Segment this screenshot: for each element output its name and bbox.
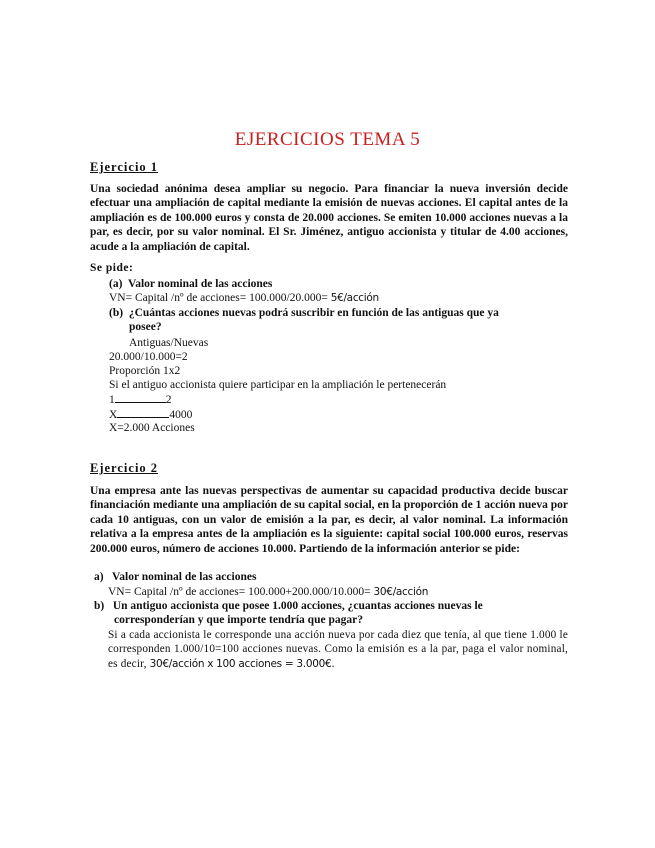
exercise-1-se-pide: Se pide: [90,262,134,274]
question-b-line2: posee? [129,321,162,333]
question-a-text: Valor nominal de las acciones [112,571,257,583]
question-b-line1: Un antiguo accionista que posee 1.000 acciones, ¿cuantas acciones nuevas le [112,600,483,612]
question-a-label: (a) [109,278,123,290]
exercise-2-statement: Una empresa ante las nuevas perspectivas de aumentar su capacidad productiva decide buscar financiación mediante una ampliación de su capital social, en la proporción de 1 acción nueva por cada 10 antiguas, con un valor de emisión a la par, es decir, al valor nominal. La información relativa a la empresa antes de la ampliación es la siguiente: capital social 100.000 euros, reservas 200.000 euros, número de acciones 10.000. Partiendo de la información anterior se pide: [90,485,568,555]
answer-a-formula: VN= Capital /nº de acciones= 100.000/20.000= [109,292,331,304]
answer-a-result: 30€/acción [373,586,429,598]
work-line-7: X=2.000 Acciones [109,422,195,434]
answer-a-result: 5€/acción [330,292,379,304]
answer-b-text: Si a cada accionista le corresponde una acción nueva por cada diez que tenía, al que tiene 1.000 le corresponden 1.000/10=100 acciones nuevas. Como la emisión es a la par, paga el valor nominal, es decir, [108,629,568,670]
exercise-2-answer-a [108,585,428,599]
work-line-1: Antiguas/Nuevas [129,337,209,349]
work-line-3: Proporción 1x2 [109,365,181,377]
exercise-1-question-a [109,277,272,291]
work-line-6-left: X [109,409,118,421]
exercise-1-statement: Una sociedad anónima desea ampliar su negocio. Para financiar la nueva inversión decide efectuar una ampliación de capital mediante la emisión de nuevas acciones. El capital antes de la ampliación es de 100.000 euros y consta de 20.000 acciones. Se emiten 10.000 acciones nuevas a la par, es decir, por su valor nominal. El Sr. Jiménez, antiguo accionista y titular de 4.00 acciones, acude a la ampliación de capital. [90,183,568,253]
question-b-line2: corresponderían y que importe tendría que pagar? [114,614,363,626]
exercise-1-heading: Ejercicio 1 [90,160,159,174]
exercise-2-answer-b [108,628,568,671]
question-b-line1: ¿Cuántas acciones nuevas podrá suscribir en función de las antiguas que ya [128,307,499,319]
page-title: EJERCICIOS TEMA 5 [234,129,421,150]
question-a-label: a) [94,571,104,583]
question-b-label: b) [94,600,105,612]
work-line-5-right: 2 [165,394,172,406]
question-a-text: Valor nominal de las acciones [127,278,273,290]
blank-line [115,392,166,403]
answer-a-formula: VN= Capital /nº de acciones= 100.000+200.000/10.000= [108,586,374,598]
exercise-1-answer-a [109,291,379,305]
question-b-label: (b) [109,307,124,319]
exercise-2-question-a [94,570,256,584]
answer-b-result: 30€/acción x 100 acciones = 3.000€. [149,657,335,670]
work-line-6 [109,407,192,422]
work-line-2: 20.000/10.000=2 [109,351,188,363]
work-line-5 [109,392,172,407]
work-line-6-right: 4000 [169,409,193,421]
exercise-2-heading: Ejercicio 2 [90,461,159,475]
exercise-2-question-b [94,599,483,613]
exercise-1-question-b [109,306,499,320]
blank-line [117,407,169,418]
work-line-5-left: 1 [109,394,115,406]
work-line-4: Si el antiguo accionista quiere participar en la ampliación le pertenecerán [109,379,447,391]
